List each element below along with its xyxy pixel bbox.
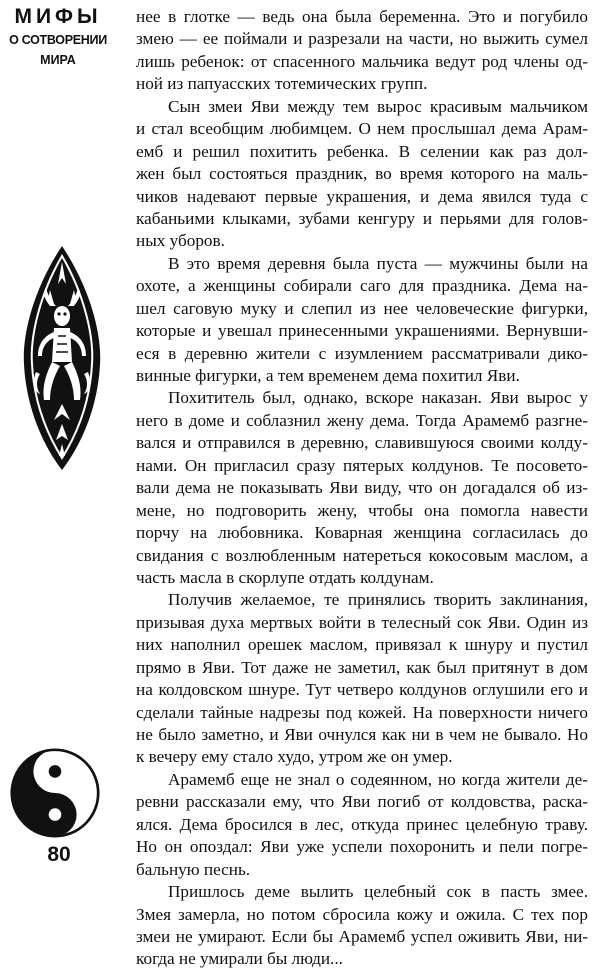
text-line: сделали тайные надрезы под кожей. На поверхности ничего <box>136 702 588 722</box>
paragraph <box>136 6 588 96</box>
text-line: жен был состояться праздник, во время которого на маль- <box>136 164 588 184</box>
text-line: лишь ребенок: от спасенного мальчика ведут род члены од- <box>136 51 588 71</box>
text-line: змеи не умирают. Если бы Арамемб успел оживить Яви, ни- <box>136 926 588 946</box>
text-line: Сын змеи Яви между тем вырос красивым мальчиком <box>168 96 588 116</box>
paragraph <box>136 769 588 881</box>
text-line: шел саговую муку и слепил из нее человеческие фигурки, <box>136 298 588 318</box>
text-line: Получив желаемое, те принялись творить заклинания, <box>168 590 588 610</box>
yin-yang-light-dot <box>49 808 62 821</box>
ornament-figure-body <box>52 328 72 362</box>
text-line: ревни рассказали ему, что Яви погиб от колдовства, раска- <box>136 792 588 812</box>
text-line: ялся. Дема бросился в лес, откуда принес целебную траву. <box>136 814 588 834</box>
tribal-figure-ornament <box>20 244 104 472</box>
text-line: к вечеру ему стало худо, утром же он умер. <box>136 747 453 767</box>
text-line: них наполнил орешек маслом, привязал к шнуру и пустил <box>136 635 588 655</box>
running-head-subtitle-line2: МИРА <box>40 52 76 67</box>
text-line: змею — ее поймали и разрезали на части, но выжить сумел <box>136 29 588 49</box>
text-line: прямо в Яви. Тот даже не заметил, как был притянут в дом <box>136 657 588 677</box>
paragraph <box>136 253 588 388</box>
text-line: винные фигурки, а тем временем дема похитил Яви. <box>136 366 520 385</box>
text-line: мене, но подговорить жену, чтобы она помогла навести <box>136 500 588 520</box>
text-line: нее в глотке — ведь она была беременна. Это и погубило <box>136 7 588 26</box>
left-margin-column <box>0 0 118 872</box>
ornament-figure-head <box>54 306 70 326</box>
text-line: на колдовском шнуре. Тут четверо колдунов оглушили его и <box>136 680 588 700</box>
text-line: емб и решил похитить ребенка. В селении как раз дол- <box>136 141 588 161</box>
paragraph <box>136 96 588 253</box>
text-line: ной из папуасских тотемических групп. <box>136 74 428 94</box>
text-line: когда не умирали бы люди... <box>136 949 343 969</box>
text-line: него в доме и соблазнил жену дема. Тогда Арамемб разгне- <box>136 410 588 430</box>
text-line: и стал всеобщим любимцем. О нем прослышал дема Арам- <box>136 119 588 139</box>
text-line: Змея замерла, но потом сбросила кожу и ожила. С тех пор <box>136 904 588 924</box>
text-line: часть масла в скорлупе отдать колдунам. <box>136 567 434 587</box>
text-line: свидания с возлюбленным натереться кокосовым маслом, а <box>136 545 588 565</box>
text-line: еся в деревню жители с изумлением рассматривали дико- <box>136 343 588 363</box>
text-line: призывая духа мертвых войти в телесный сок Яви. Один из <box>136 612 588 632</box>
text-line: вался и отправился в деревню, славившуюся своими колду- <box>136 433 588 453</box>
text-line: чиков надевают первые украшения, и дема явился туда с <box>136 186 588 206</box>
yin-yang-emblem <box>10 748 100 838</box>
text-line: порчу на любовника. Коварная женщина согласилась до <box>136 523 588 543</box>
running-head-subtitle-line1: О СОТВОРЕНИИ <box>9 33 107 47</box>
text-line: охоте, а женщины собирали саго для праздника. Дема на- <box>136 276 588 296</box>
page-number: 80 <box>47 843 71 866</box>
running-head <box>4 6 112 66</box>
text-line: бальную песнь. <box>136 859 251 879</box>
running-head-title: МИФЫ <box>14 5 102 28</box>
ornament-figure-eye-left <box>57 312 60 315</box>
paragraph <box>136 387 588 589</box>
text-line: кабаньими клыками, зубами кенгуру и перьями для голов- <box>136 208 588 228</box>
text-line: не было заметно, и Яви очнулся как ни в чем не бывало. Но <box>136 725 588 744</box>
text-line: Похититель был, однако, вскоре наказан. Яви вырос у <box>168 388 588 408</box>
text-line: которые и увешал принесенными украшениями. Вернувши- <box>136 321 588 341</box>
text-line: Но он опоздал: Яви уже успели похоронить и пели погре- <box>136 837 588 857</box>
paragraph <box>136 589 588 769</box>
body-text <box>136 6 588 971</box>
text-line: Пришлось деме вылить целебный сок в пасть змее. <box>168 882 588 902</box>
text-line: Арамемб еще не знал о содеянном, но когда жители де- <box>168 769 588 789</box>
text-line: В это время деревня была пуста — мужчины были на <box>168 253 588 273</box>
text-line: ных уборов. <box>136 231 225 251</box>
paragraph <box>136 881 588 971</box>
yin-yang-dark-dot <box>49 765 62 778</box>
text-line: нами. Он пригласил сразу пятерых колдунов. Те посовето- <box>136 455 588 475</box>
text-line: вали дема не показывать Яви виду, что он догадался об из- <box>136 478 588 498</box>
ornament-figure-eye-right <box>63 312 66 315</box>
